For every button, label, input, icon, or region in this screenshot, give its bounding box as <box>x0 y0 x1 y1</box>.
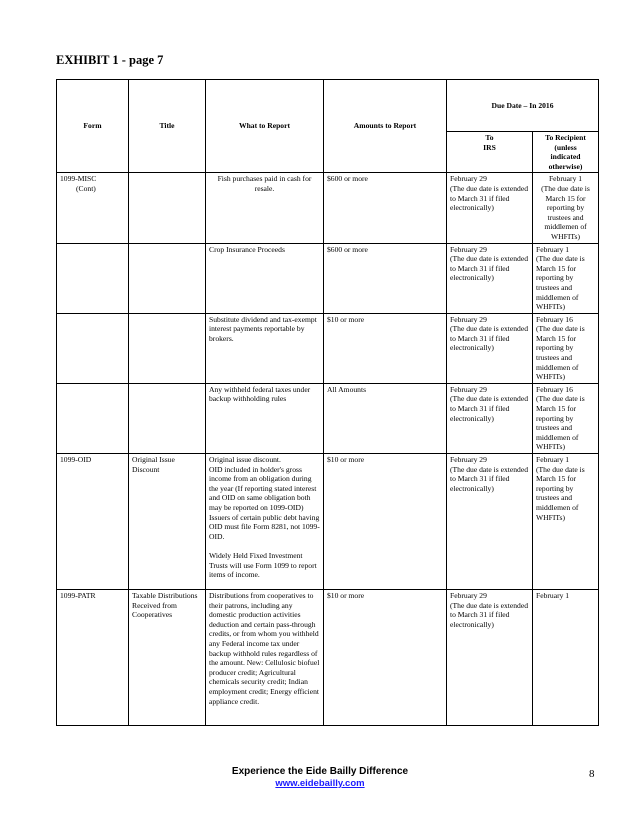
amount-cell: $600 or more <box>324 243 447 313</box>
irs-due-cell: February 29 (The due date is extended to March 31 if filed electronically) <box>447 313 533 383</box>
header-amounts-to-report: Amounts to Report <box>324 80 447 173</box>
exhibit-heading: EXHIBIT 1 - page 7 <box>56 53 164 67</box>
what-cell: Original issue discount. OID included in holder's gross income from an obligation during the year (If reporting stated interest and OID on same obligation both may be reported on 1099-OID) Issuers of certain public debt having OID must file Form 8281, not 1099-OID. Widely Held Fixed Investment Trusts will use Form 1099 to report items of income. <box>206 454 324 590</box>
irs-due-cell: February 29 (The due date is extended to March 31 if filed electronically) <box>447 454 533 590</box>
footer-tagline: Experience the Eide Bailly Difference <box>231 766 409 777</box>
header-to-irs: To IRS <box>447 132 533 173</box>
due-date-table <box>56 79 599 726</box>
table-row <box>57 243 599 313</box>
what-cell: Distributions from cooperatives to their patrons, including any domestic production activities deduction and certain pass-through credits, or from whom you withheld any Federal income tax under backup withhold rules regardless of the amount. New: Cellulosic biofuel producer credit; Agricultural chemicals security credit; Indian employment credit; Energy efficient appliance credit. <box>206 590 324 726</box>
table-row <box>57 383 599 453</box>
header-what-to-report: What to Report <box>206 80 324 173</box>
irs-due-cell: February 29 (The due date is extended to March 31 if filed electronically) <box>447 383 533 453</box>
table-row <box>57 590 599 726</box>
title-cell <box>129 383 206 453</box>
table-row <box>57 313 599 383</box>
amount-cell: $10 or more <box>324 590 447 726</box>
form-cell <box>57 313 129 383</box>
amount-cell: $600 or more <box>324 173 447 243</box>
title-cell: Taxable Distributions Received from Cooperatives <box>129 590 206 726</box>
header-title: Title <box>129 80 206 173</box>
recipient-due-cell: February 1 (The due date is March 15 for reporting by trustees and middlemen of WHFITs) <box>533 454 599 590</box>
table-row <box>57 173 599 243</box>
what-cell: Fish purchases paid in cash for resale. <box>206 173 324 243</box>
title-cell <box>129 173 206 243</box>
irs-due-cell: February 29 (The due date is extended to March 31 if filed electronically) <box>447 590 533 726</box>
title-cell: Original Issue Discount <box>129 454 206 590</box>
form-name: 1099-MISC <box>60 174 97 184</box>
form-cell <box>57 243 129 313</box>
page-footer <box>0 766 640 789</box>
header-form: Form <box>57 80 129 173</box>
title-cell <box>129 313 206 383</box>
amount-cell: All Amounts <box>324 383 447 453</box>
title-cell <box>129 243 206 313</box>
form-cell <box>57 383 129 453</box>
what-cell: Any withheld federal taxes under backup withholding rules <box>206 383 324 453</box>
website-link[interactable]: www.eidebailly.com <box>275 778 365 789</box>
amount-cell: $10 or more <box>324 454 447 590</box>
form-cell: 1099-PATR <box>57 590 129 726</box>
table-row <box>57 454 599 590</box>
form-cell <box>57 173 129 243</box>
irs-due-cell: February 29 (The due date is extended to March 31 if filed electronically) <box>447 173 533 243</box>
form-cell: 1099-OID <box>57 454 129 590</box>
recipient-due-cell: February 16 (The due date is March 15 for reporting by trustees and middlemen of WHFITs) <box>533 313 599 383</box>
recipient-due-cell: February 1 (The due date is March 15 for reporting by trustees and middlemen of WHFITs) <box>533 243 599 313</box>
recipient-due-cell: February 16 (The due date is March 15 for reporting by trustees and middlemen of WHFITs) <box>533 383 599 453</box>
page-number: 8 <box>589 768 595 780</box>
amount-cell: $10 or more <box>324 313 447 383</box>
header-due-date: Due Date – In 2016 <box>447 80 599 132</box>
recipient-due-cell: February 1 <box>533 590 599 726</box>
header-to-recipient: To Recipient (unless indicated otherwise) <box>533 132 599 173</box>
recipient-due-cell: February 1 (The due date is March 15 for reporting by trustees and middlemen of WHFITs) <box>533 173 599 243</box>
what-cell: Crop Insurance Proceeds <box>206 243 324 313</box>
form-sub: (Cont) <box>76 183 96 193</box>
what-cell: Substitute dividend and tax-exempt interest payments reportable by brokers. <box>206 313 324 383</box>
irs-due-cell: February 29 (The due date is extended to March 31 if filed electronically) <box>447 243 533 313</box>
